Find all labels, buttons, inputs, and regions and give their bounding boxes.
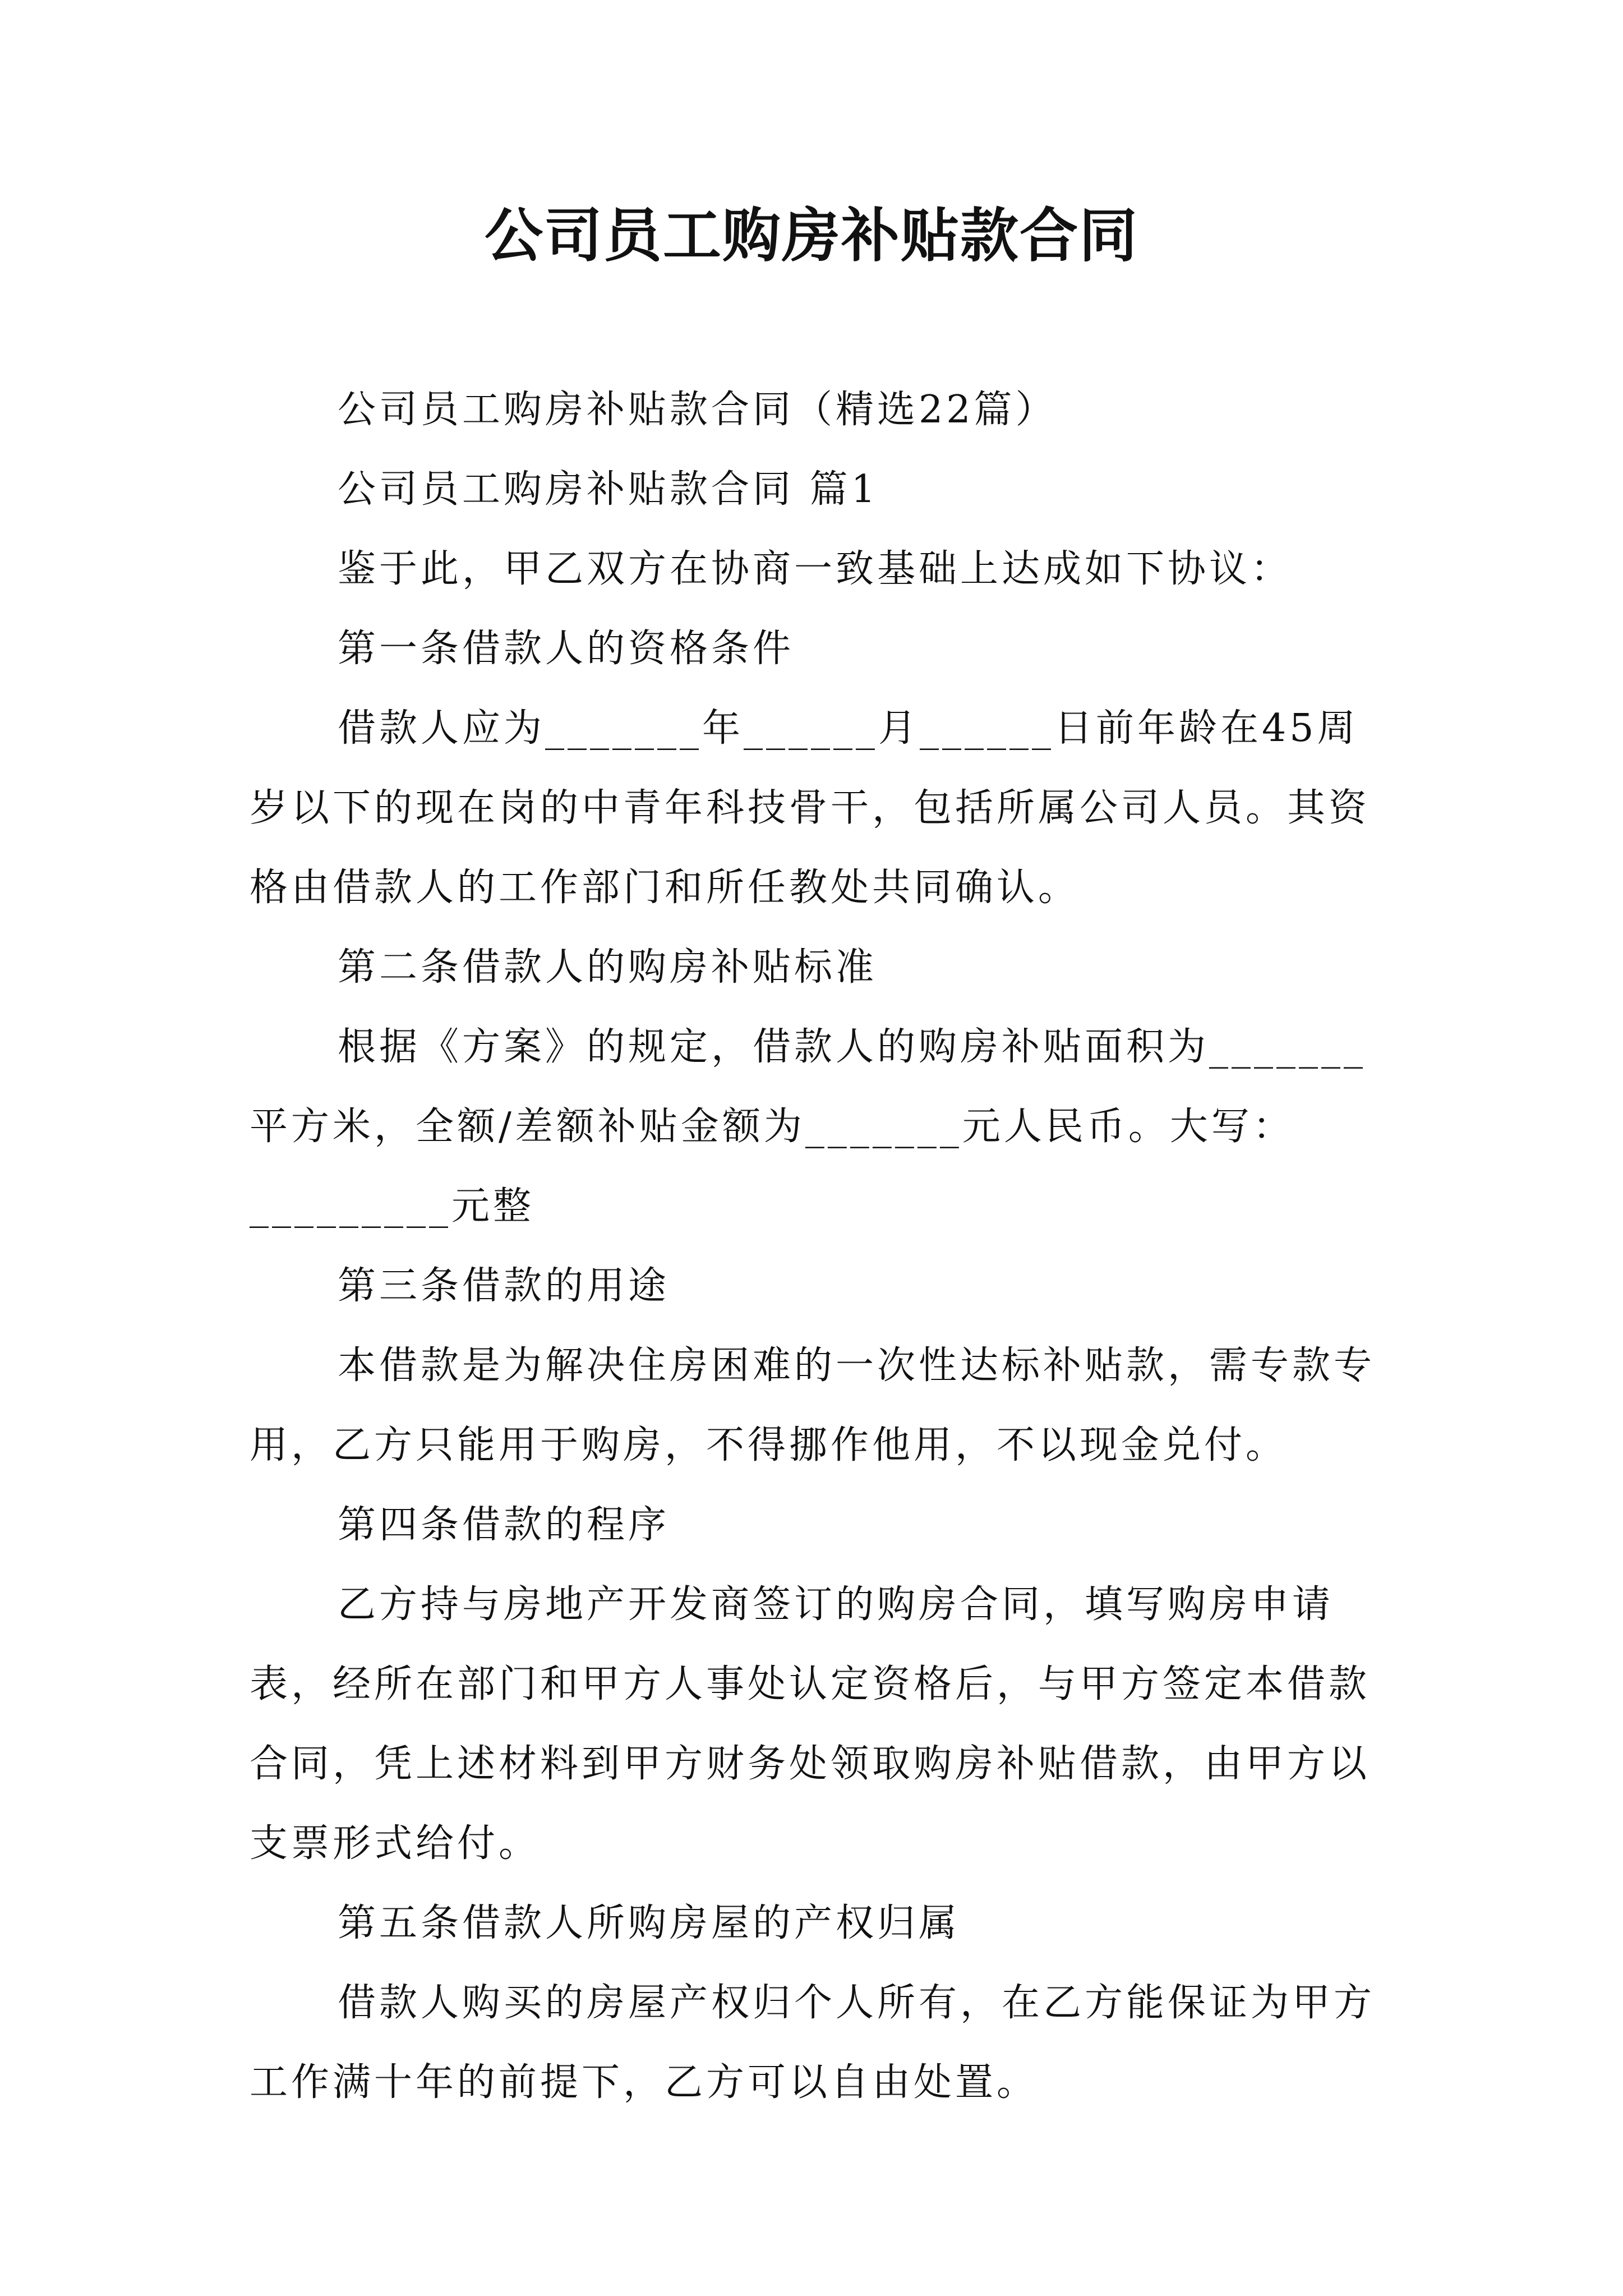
article-4-heading: 第四条借款的程序 xyxy=(338,1503,670,1547)
article-5-text: 借款人购买的房屋产权归个人所有，在乙方能保证为甲方工作满十年的前提下，乙方可以自由处置。 xyxy=(250,1981,1376,2105)
paragraph-preamble: 鉴于此，甲乙双方在协商一致基础上达成如下协议： xyxy=(338,547,1293,591)
article-5-heading: 第五条借款人所购房屋的产权归属 xyxy=(338,1901,961,1945)
paragraph-section-heading: 公司员工购房补贴款合同 篇1 xyxy=(338,467,879,512)
article-3-text: 本借款是为解决住房困难的一次性达标补贴款，需专款专用，乙方只能用于购房，不得挪作他用，不以现金兑付。 xyxy=(250,1343,1376,1467)
article-1-text: 借款人应为_______年______月______日前年龄在45周岁以下的现在岗的中青年科技骨干，包括所属公司人员。其资格由借款人的工作部门和所任教处共同确认。 xyxy=(250,706,1371,910)
article-2-heading: 第二条借款人的购房补贴标准 xyxy=(338,945,878,990)
paragraph-subtitle: 公司员工购房补贴款合同（精选22篇） xyxy=(338,388,1057,432)
article-2-text: 根据《方案》的规定，借款人的购房补贴面积为_______平方米，全额/差额补贴金额为_______元人民币。大写： xyxy=(250,1025,1367,1149)
article-4-text: 乙方持与房地产开发商签订的购房合同，填写购房申请表，经所在部门和甲方人事处认定资格后，与甲方签定本借款合同，凭上述材料到甲方财务处领取购房补贴借款，由甲方以支票形式给付。 xyxy=(250,1582,1371,1866)
article-3-heading: 第三条借款的用途 xyxy=(338,1264,670,1308)
document-body xyxy=(250,370,1382,2123)
article-2-amount-line: _________元整 xyxy=(250,1184,535,1228)
document-title: 公司员工购房补贴款合同 xyxy=(484,201,1138,270)
article-1-heading: 第一条借款人的资格条件 xyxy=(338,627,795,671)
